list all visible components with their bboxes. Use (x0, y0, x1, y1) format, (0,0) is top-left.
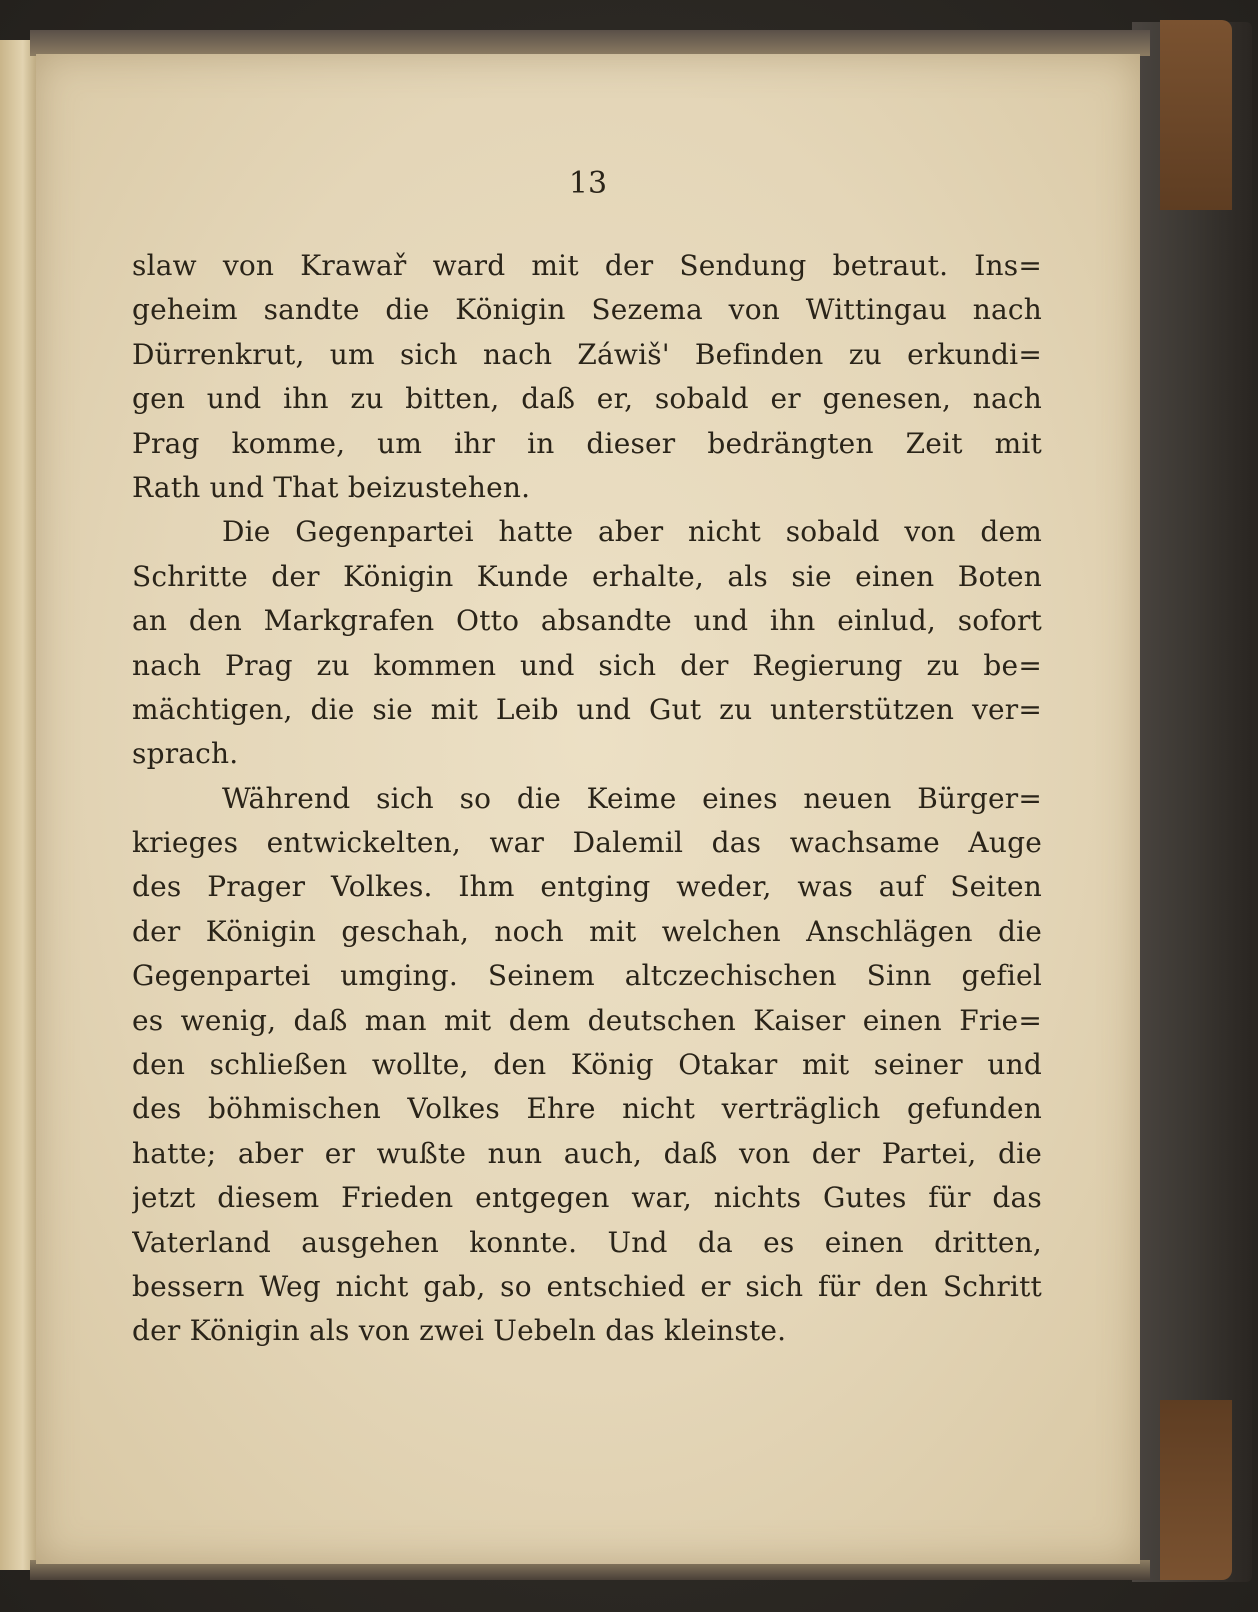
text-line: der Königin geschah, noch mit welchen Anschlägen die (132, 914, 1042, 948)
book-top-edge (30, 30, 1150, 56)
text-line: jetzt diesem Frieden entgegen war, nichts Gutes für das (132, 1181, 1042, 1215)
text-line: gen und ihn zu bitten, daß er, sobald er genesen, nach (132, 382, 1042, 416)
text-line: der Königin als von zwei Uebeln das kleinste. (132, 1314, 787, 1348)
text-line: Dürrenkrut, um sich nach Záwiš' Befinden zu erkundi= (132, 337, 1042, 371)
cover-corner-top (1160, 20, 1232, 210)
text-line: Gegenpartei umging. Seinem altczechischen Sinn gefiel (132, 959, 1042, 993)
text-line: den schließen wollte, den König Otakar mit seiner und (132, 1048, 1042, 1082)
text-line: es wenig, daß man mit dem deutschen Kaiser einen Frie= (132, 1003, 1042, 1037)
text-line: an den Markgrafen Otto absandte und ihn einlud, sofort (132, 604, 1042, 638)
text-line: Die Gegenpartei hatte aber nicht sobald von dem (222, 515, 1042, 549)
text-line: Rath und That beizustehen. (132, 470, 531, 504)
text-line: slaw von Krawař ward mit der Sendung betraut. Ins= (132, 249, 1042, 282)
text-line: hatte; aber er wußte nun auch, daß von der Partei, die (132, 1136, 1042, 1170)
text-line: geheim sandte die Königin Sezema von Wittingau nach (132, 293, 1042, 327)
text-line: des Prager Volkes. Ihm entging weder, was auf Seiten (132, 870, 1042, 904)
text-line: des böhmischen Volkes Ehre nicht verträglich gefunden (132, 1092, 1042, 1126)
book-cover-edge (1132, 22, 1252, 1582)
text-line: Prag komme, um ihr in dieser bedrängten Zeit mit (132, 426, 1042, 460)
text-line: mächtigen, die sie mit Leib und Gut zu unterstützen ver= (132, 692, 1042, 726)
cover-corner-bottom (1160, 1400, 1232, 1580)
book-page (36, 54, 1140, 1564)
page-number: 13 (568, 166, 608, 201)
text-line: bessern Weg nicht gab, so entschied er sich für den Schritt (132, 1269, 1042, 1303)
text-line: nach Prag zu kommen und sich der Regierung zu be= (132, 648, 1042, 682)
text-line: Vaterland ausgehen konnte. Und da es einen dritten, (132, 1225, 1042, 1259)
text-line: sprach. (132, 737, 239, 771)
text-line: Schritte der Königin Kunde erhalte, als sie einen Boten (132, 559, 1042, 593)
text-line: Während sich so die Keime eines neuen Bürger= (222, 781, 1042, 815)
page-text-block (132, 244, 1042, 1354)
previous-page-edge (0, 40, 40, 1570)
text-line: krieges entwickelten, war Dalemil das wachsame Auge (132, 826, 1042, 860)
